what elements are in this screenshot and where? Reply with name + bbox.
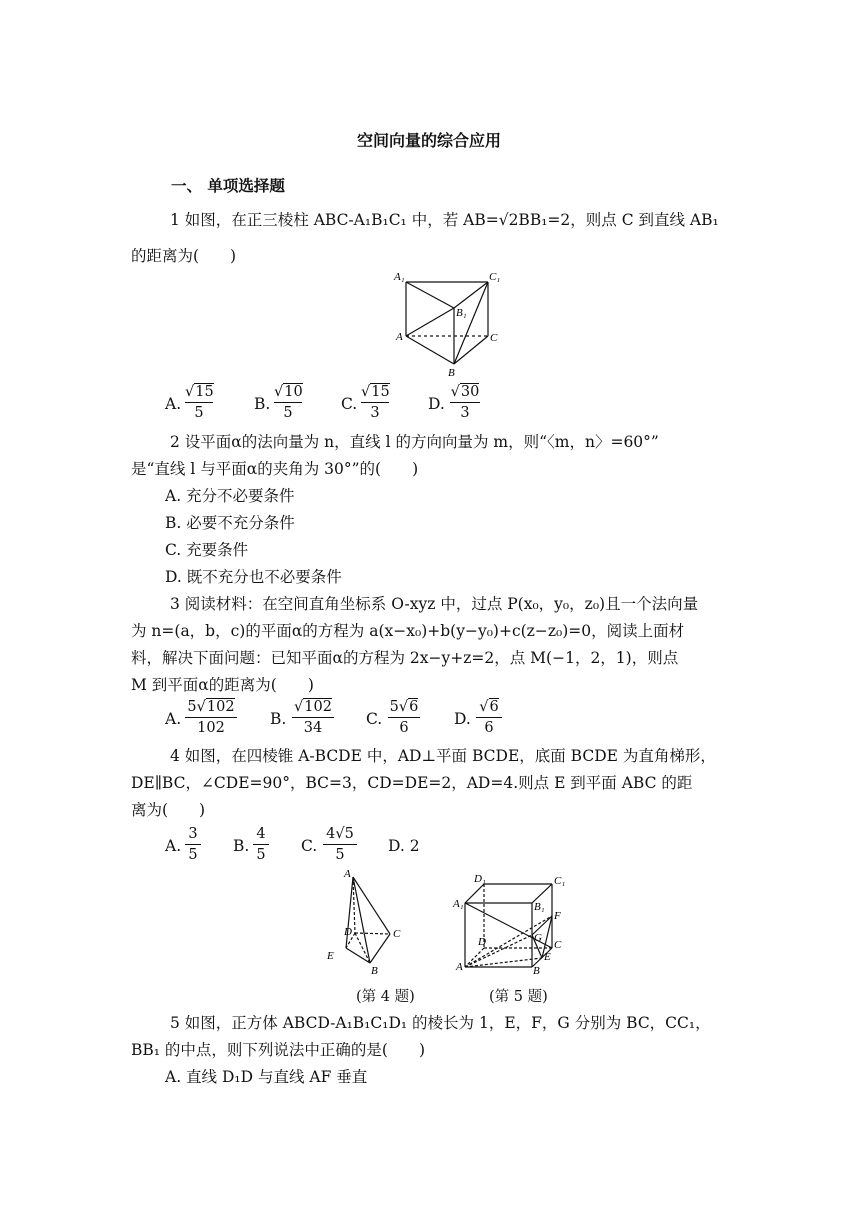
q2-option-c[interactable]: C. 充要条件 — [165, 541, 249, 559]
q4-label-c: C — [393, 928, 401, 940]
page-title: 空间向量的综合应用 — [357, 131, 502, 150]
q1-option-denominator: 3 — [370, 405, 380, 421]
q4-label-e: E — [327, 950, 334, 962]
q1-option-radicand: 15 — [371, 384, 390, 400]
q3-stem-line2: 为 n=(a，b，c)的平面α的方程为 a(x−x₀)+b(y−y₀)+c(z−z₀)=0，阅读上面材 — [131, 622, 685, 640]
q5-label-d1: D₁ — [474, 873, 486, 885]
q3-option-denominator: 6 — [484, 720, 494, 736]
q4-option-numerator: 4 — [256, 826, 266, 842]
q1-option-letter: B. — [254, 395, 271, 413]
q3-option-letter: D. — [454, 710, 471, 728]
q4-stem-line2: DE∥BC，∠CDE=90°，BC=3，CD=DE=2，AD=4.则点 E 到平面 ABC 的距 — [131, 774, 693, 792]
q5-figure-caption: (第 5 题) — [489, 989, 548, 1005]
q1-label-a: A — [396, 331, 403, 343]
q4-option-denominator: 5 — [335, 847, 345, 863]
q2-option-d[interactable]: D. 既不充分也不必要条件 — [165, 568, 342, 586]
q1-stem-line2: 的距离为( ) — [131, 247, 237, 265]
q1-option-d[interactable]: D. √30 3 — [428, 384, 480, 421]
q4-option-numerator: 4√5 — [326, 826, 354, 842]
q4-label-b: B — [371, 965, 378, 977]
q1-option-a[interactable]: A. √15 5 — [165, 384, 214, 421]
q1-option-letter: A. — [165, 395, 182, 413]
q4-option-b[interactable] — [233, 825, 277, 869]
q5-label-b1: B₁ — [534, 901, 545, 913]
q3-stem-line4: M 到平面α的距离为( ) — [131, 676, 314, 694]
q3-option-radicand: 6 — [489, 699, 499, 715]
section-heading: 一、 单项选择题 — [171, 177, 285, 195]
q1-label-b1: B₁ — [456, 307, 467, 319]
q1-option-denominator: 3 — [460, 405, 470, 421]
q3-option-a[interactable]: A. 5√102 102 — [165, 698, 245, 742]
q3-option-denominator: 6 — [399, 720, 409, 736]
q4-option-d[interactable] — [388, 837, 420, 855]
q3-option-radicand: 6 — [409, 699, 419, 715]
q5-label-b: B — [533, 965, 540, 977]
q5-cube-figure — [450, 866, 575, 978]
q4-option-denominator: 5 — [256, 847, 266, 863]
q2-option-a[interactable]: A. 充分不必要条件 — [165, 487, 295, 505]
q4-option-letter: D. — [388, 837, 405, 855]
q1-label-b: B — [448, 367, 455, 379]
q5-label-a1: A₁ — [453, 898, 464, 910]
q3-option-denominator: 102 — [197, 720, 225, 736]
q4-label-d: D — [344, 926, 352, 938]
q5-label-g: G — [534, 932, 542, 944]
q3-option-letter: B. — [270, 710, 287, 728]
q5-label-c1: C₁ — [554, 875, 566, 887]
q3-option-letter: A. — [165, 710, 182, 728]
q2-stem-line1: 2 设平面α的法向量为 n，直线 l 的方向向量为 m，则“〈m，n〉=60°” — [170, 433, 659, 451]
q1-option-radicand: 10 — [284, 384, 303, 400]
q3-stem-line3: 料，解决下面问题：已知平面α的方程为 2x−y+z=2，点 M(−1，2，1)，则点 — [131, 649, 679, 667]
q4-option-denominator: 5 — [188, 847, 198, 863]
q1-option-denominator: 5 — [283, 405, 293, 421]
q3-option-c[interactable]: C. 5√6 6 — [366, 699, 419, 736]
q1-prism-figure — [390, 264, 505, 379]
q4-option-letter: B. — [233, 837, 250, 855]
q5-stem-line1: 5 如图，正方体 ABCD-A₁B₁C₁D₁ 的棱长为 1，E，F，G 分别为 BC，CC₁， — [170, 1014, 711, 1032]
q4-label-a: A — [344, 868, 351, 880]
q2-stem-line2: 是“直线 l 与平面α的夹角为 30°”的( ) — [131, 460, 419, 478]
q5-option-a[interactable]: A. 直线 D₁D 与直线 AF 垂直 — [165, 1068, 368, 1086]
q3-option-radicand: 102 — [206, 699, 235, 715]
q3-option-d[interactable]: D. √6 6 — [454, 698, 510, 742]
q1-option-letter: C. — [341, 395, 358, 413]
q4-option-a[interactable] — [165, 825, 209, 869]
q3-option-coefficient: 5 — [187, 699, 197, 715]
q4-option-letter: A. — [165, 837, 182, 855]
q1-option-letter: D. — [428, 395, 445, 413]
q3-option-denominator: 34 — [303, 720, 323, 736]
q5-label-e: E — [544, 951, 551, 963]
q1-label-c1: C₁ — [489, 271, 501, 283]
q1-option-b[interactable]: B. √10 5 — [254, 384, 303, 421]
q1-option-c[interactable]: C. √15 3 — [341, 384, 390, 421]
q3-option-radicand: 102 — [304, 699, 332, 715]
q3-option-coefficient: 5 — [389, 699, 399, 715]
q5-label-d: D — [478, 936, 486, 948]
q1-label-a1: A₁ — [394, 271, 405, 283]
q4-option-numerator: 3 — [188, 826, 198, 842]
q5-label-a: A — [456, 961, 463, 973]
q1-option-radicand: 15 — [195, 384, 214, 400]
q4-stem-line3: 离为( ) — [131, 801, 206, 819]
q4-option-value: 2 — [409, 837, 420, 855]
q1-option-denominator: 5 — [194, 405, 204, 421]
q1-stem-line1: 1 如图，在正三棱柱 ABC-A₁B₁C₁ 中，若 AB=√2BB₁=2，则点 C 到直线 AB₁ — [170, 211, 719, 229]
q1-label-c: C — [490, 332, 498, 344]
q4-option-letter: C. — [301, 837, 318, 855]
q4-stem-line1: 4 如图，在四棱锥 A-BCDE 中，AD⊥平面 BCDE，底面 BCDE 为直角梯形， — [170, 747, 716, 765]
q5-stem-line2: BB₁ 的中点，则下列说法中正确的是( ) — [131, 1041, 426, 1059]
q4-option-c[interactable] — [301, 825, 363, 869]
q1-option-radicand: 30 — [460, 384, 480, 400]
q5-label-c: C — [554, 939, 562, 951]
q4-figure-caption: (第 4 题) — [356, 989, 415, 1005]
q3-option-b[interactable]: B. √102 34 — [270, 698, 340, 742]
q3-stem-line1: 3 阅读材料：在空间直角坐标系 O-xyz 中，过点 P(x₀，y₀，z₀)且一个法向量 — [170, 595, 699, 613]
q4-pyramid-figure — [322, 867, 408, 979]
q3-option-letter: C. — [366, 710, 383, 728]
q5-label-f: F — [554, 910, 561, 922]
q2-option-b[interactable]: B. 必要不充分条件 — [165, 514, 295, 532]
